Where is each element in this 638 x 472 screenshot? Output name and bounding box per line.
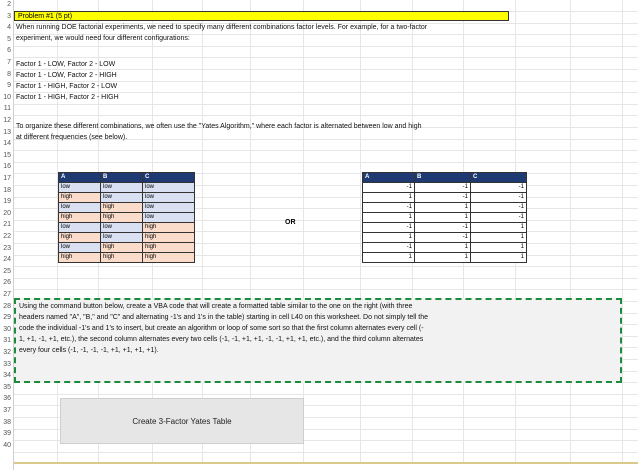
config-2: Factor 1 - LOW, Factor 2 - HIGH	[16, 72, 117, 79]
instruction-line-1: Using the command button below, create a VBA code that will create a formatted table similar to the one on the right (with three	[19, 303, 413, 310]
row-header[interactable]: 23	[3, 244, 11, 252]
numeric-cell[interactable]: 1	[471, 233, 527, 243]
instructions-box[interactable]	[14, 298, 622, 383]
numeric-cell[interactable]: 1	[363, 193, 415, 203]
row-header[interactable]: 5	[7, 35, 11, 43]
numeric-table-row	[363, 233, 527, 243]
row-header[interactable]: 30	[3, 325, 11, 333]
row-header[interactable]: 28	[3, 302, 11, 310]
row-header[interactable]: 18	[3, 186, 11, 194]
level-cell[interactable]: low	[143, 213, 195, 223]
row-header[interactable]: 14	[3, 140, 11, 148]
row-header[interactable]: 19	[3, 198, 11, 206]
numeric-cell[interactable]: -1	[363, 183, 415, 193]
row-header[interactable]: 40	[3, 441, 11, 449]
level-cell[interactable]: high	[101, 203, 143, 213]
row-gridline	[14, 278, 638, 279]
numeric-cell[interactable]: 1	[471, 243, 527, 253]
numeric-cell[interactable]: -1	[415, 183, 471, 193]
level-table-row	[59, 193, 195, 203]
row-header[interactable]: 13	[3, 128, 11, 136]
level-cell[interactable]: low	[59, 203, 101, 213]
numeric-cell[interactable]: -1	[471, 203, 527, 213]
row-header[interactable]: 25	[3, 267, 11, 275]
row-gridline	[14, 394, 638, 395]
numeric-table-row	[363, 213, 527, 223]
numeric-table-row	[363, 253, 527, 263]
numeric-cell[interactable]: -1	[471, 213, 527, 223]
create-yates-table-button[interactable]: Create 3-Factor Yates Table	[60, 398, 304, 444]
intro-line-1: When running DOE factorial experiments, we need to specify many different combinations factor levels. For example, for a two-factor	[16, 24, 428, 31]
row-header[interactable]: 17	[3, 175, 11, 182]
column-gridline	[622, 0, 623, 470]
numeric-cell[interactable]: -1	[363, 203, 415, 213]
config-1: Factor 1 - LOW, Factor 2 - LOW	[16, 61, 116, 68]
row-header[interactable]: 16	[3, 163, 11, 171]
level-cell[interactable]: low	[59, 243, 101, 253]
level-header-c: C	[143, 173, 195, 183]
numeric-table-row	[363, 193, 527, 203]
row-header[interactable]: 4	[7, 24, 11, 32]
level-cell[interactable]: high	[59, 213, 101, 223]
level-table-row	[59, 253, 195, 263]
level-cell[interactable]: low	[143, 203, 195, 213]
row-header[interactable]: 32	[3, 349, 11, 356]
row-header[interactable]: 24	[3, 256, 11, 264]
row-gridline	[14, 162, 638, 163]
column-gridline	[360, 0, 361, 470]
numeric-table-row	[363, 243, 527, 253]
numeric-table	[362, 172, 527, 263]
instruction-line-2: headers named "A", "B," and "C" and alternating -1's and 1's in the table) starting in cell L40 on this worksheet. Do not simply tell the	[19, 314, 429, 321]
numeric-cell[interactable]: 1	[363, 213, 415, 223]
numeric-cell[interactable]: 1	[415, 213, 471, 223]
row-header[interactable]: 15	[3, 151, 11, 159]
numeric-cell[interactable]: -1	[415, 193, 471, 203]
level-cell[interactable]: low	[143, 193, 195, 203]
column-gridline	[570, 0, 571, 470]
level-cell[interactable]: high	[101, 213, 143, 223]
problem-title: Problem #1 (5 pt)	[18, 13, 73, 20]
row-header[interactable]: 26	[3, 279, 11, 287]
level-cell[interactable]: low	[59, 183, 101, 193]
level-cell[interactable]: high	[101, 243, 143, 253]
instruction-line-5: every four cells (-1, -1, -1, -1, +1, +1, +1, +1).	[19, 347, 159, 354]
row-header[interactable]: 29	[3, 314, 11, 322]
level-table	[58, 172, 195, 263]
numeric-cell[interactable]: 1	[415, 253, 471, 263]
level-cell[interactable]: low	[101, 233, 143, 243]
row-header[interactable]: 11	[3, 105, 11, 113]
row-gridline	[14, 266, 638, 267]
level-cell[interactable]: high	[143, 223, 195, 233]
level-cell[interactable]: low	[101, 193, 143, 203]
row-header[interactable]: 7	[7, 59, 11, 66]
row-header[interactable]: 8	[7, 70, 11, 78]
row-header[interactable]: 27	[3, 291, 11, 298]
num-header-b: B	[415, 173, 471, 183]
level-cell[interactable]: high	[59, 253, 101, 263]
row-header[interactable]: 33	[3, 360, 11, 368]
problem-title-cell[interactable]	[14, 11, 509, 21]
row-gridline	[14, 104, 638, 105]
numeric-cell[interactable]: 1	[415, 243, 471, 253]
row-header[interactable]: 34	[3, 372, 11, 380]
level-table-row	[59, 233, 195, 243]
level-cell[interactable]: high	[101, 253, 143, 263]
row-header[interactable]: 12	[3, 117, 11, 124]
row-header[interactable]: 20	[3, 209, 11, 217]
level-cell[interactable]: high	[143, 233, 195, 243]
row-gridline	[14, 46, 638, 47]
level-header-a: A	[59, 173, 101, 183]
row-header[interactable]: 21	[3, 221, 11, 229]
row-header[interactable]: 31	[3, 337, 11, 345]
instruction-line-4: 1, +1, -1, +1, etc.), the second column alternates every two cells (-1, -1, +1, +1, -1, -1, +1, +1, etc.), and the third column alternates	[19, 336, 424, 343]
num-header-a: A	[363, 173, 415, 183]
numeric-cell[interactable]: 1	[471, 223, 527, 233]
instruction-line-3: code the individual -1's and 1's to insert, but create an algorithm or loop of some sort so that the first column alternates every cell (-	[19, 325, 424, 332]
row-header[interactable]: 39	[3, 430, 11, 438]
level-table-row	[59, 243, 195, 253]
numeric-table-row	[363, 223, 527, 233]
level-table-row	[59, 223, 195, 233]
level-table-row	[59, 213, 195, 223]
config-4: Factor 1 - HIGH, Factor 2 - HIGH	[16, 94, 119, 101]
row-header[interactable]: 2	[7, 1, 11, 8]
numeric-cell[interactable]: 1	[363, 233, 415, 243]
yates-line-2: at different frequencies (see below).	[16, 134, 128, 141]
row-header[interactable]: 37	[3, 407, 11, 414]
level-cell[interactable]: low	[101, 183, 143, 193]
level-cell[interactable]: high	[59, 193, 101, 203]
level-cell[interactable]: low	[59, 223, 101, 233]
row-header[interactable]: 6	[7, 47, 11, 55]
numeric-cell[interactable]: -1	[471, 193, 527, 203]
numeric-cell[interactable]: 1	[471, 253, 527, 263]
numeric-table-row	[363, 203, 527, 213]
intro-line-2: experiment, we would need four different configurations:	[16, 35, 190, 42]
row-header[interactable]: 36	[3, 395, 11, 403]
numeric-cell[interactable]: -1	[363, 223, 415, 233]
bottom-edge	[14, 462, 638, 472]
numeric-cell[interactable]: -1	[363, 243, 415, 253]
level-cell[interactable]: low	[101, 223, 143, 233]
row-header[interactable]: 9	[7, 82, 11, 90]
row-gridline	[14, 115, 638, 116]
level-cell[interactable]: low	[143, 183, 195, 193]
level-table-row	[59, 203, 195, 213]
level-header-b: B	[101, 173, 143, 183]
row-gridline	[14, 452, 638, 453]
level-cell[interactable]: high	[143, 253, 195, 263]
row-gridline	[14, 289, 638, 290]
row-header[interactable]: 22	[3, 233, 11, 240]
row-header-divider	[13, 0, 14, 470]
numeric-cell[interactable]: 1	[363, 253, 415, 263]
config-3: Factor 1 - HIGH, Factor 2 - LOW	[16, 83, 118, 90]
row-header[interactable]: 3	[7, 12, 11, 20]
numeric-cell[interactable]: -1	[415, 233, 471, 243]
row-gridline	[14, 150, 638, 151]
level-cell[interactable]: high	[59, 233, 101, 243]
numeric-cell[interactable]: 1	[415, 203, 471, 213]
numeric-table-row	[363, 183, 527, 193]
level-cell[interactable]: high	[143, 243, 195, 253]
row-header[interactable]: 35	[3, 383, 11, 391]
level-table-row	[59, 183, 195, 193]
yates-line-1: To organize these different combinations, we often use the "Yates Algorithm," where each factor is alternated between low and high	[16, 123, 422, 130]
num-header-c: C	[471, 173, 527, 183]
row-header[interactable]: 38	[3, 418, 11, 426]
numeric-cell[interactable]: -1	[471, 183, 527, 193]
numeric-cell[interactable]: -1	[415, 223, 471, 233]
or-label: OR	[285, 219, 296, 226]
row-header[interactable]: 10	[3, 93, 11, 101]
